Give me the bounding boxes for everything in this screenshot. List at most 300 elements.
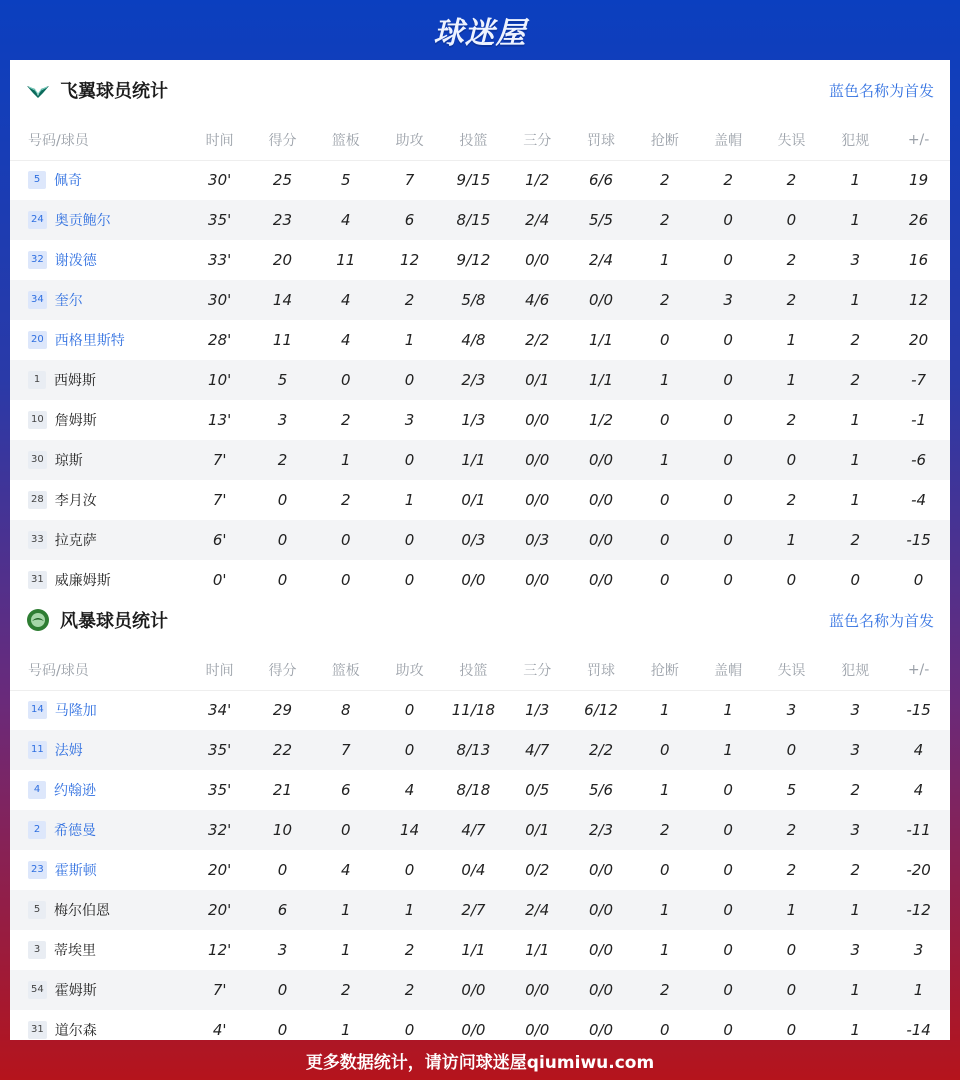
table-row [10, 810, 950, 850]
player-cell [10, 930, 188, 970]
stat-cell: 2 [786, 491, 797, 509]
stat-cell: 8/18 [456, 781, 491, 799]
table-row [10, 970, 950, 1010]
stat-cell: 2/3 [441, 360, 505, 400]
stat-cell: 2/2 [569, 730, 633, 770]
table-row [10, 280, 950, 320]
stat-cell: 1/2 [588, 411, 614, 429]
jersey-number-badge: 4 [28, 781, 46, 799]
table-row [10, 770, 950, 810]
stat-cell: 0 [378, 730, 442, 770]
stat-cell: 1 [823, 440, 887, 480]
stat-cell: 19 [909, 171, 929, 190]
stat-cell: 10 [251, 810, 314, 850]
player-name[interactable]: 约翰逊 [54, 783, 96, 799]
player-cell [10, 850, 188, 890]
stat-cell: 0 [723, 491, 733, 509]
stat-cell: 0 [723, 781, 733, 799]
stat-cell: 1 [660, 781, 670, 799]
stat-cell: 2 [823, 360, 887, 400]
column-header: +/- [887, 650, 950, 690]
stat-cell: 1 [823, 890, 887, 930]
stat-cell: 34' [208, 701, 232, 720]
column-header: 盖帽 [697, 650, 760, 690]
jersey-number-badge: 30 [28, 451, 47, 469]
stat-cell: 0/0 [525, 571, 550, 589]
stat-cell: 2 [633, 970, 697, 1010]
stat-cell: 2/4 [505, 890, 569, 930]
stat-cell: 1 [887, 970, 950, 1010]
stat-cell: 1 [786, 331, 797, 349]
stat-cell: 0/0 [441, 970, 505, 1010]
player-name[interactable]: 霍斯顿 [54, 863, 97, 879]
stat-cell: 1 [404, 331, 415, 349]
player-cell [10, 970, 188, 1010]
table-row [10, 200, 950, 240]
table-row [10, 850, 950, 890]
player-name[interactable]: 马隆加 [54, 703, 97, 720]
stat-cell: 0 [697, 440, 760, 480]
wings-logo-icon [26, 78, 50, 102]
stat-cell: 0/0 [569, 890, 633, 930]
player-name[interactable]: 奎尔 [54, 293, 83, 309]
player-cell [10, 280, 188, 320]
stat-cell: -15 [887, 520, 950, 560]
stat-cell: 2 [786, 411, 797, 429]
stat-cell: 0 [277, 1021, 288, 1039]
stat-cell: 0 [251, 520, 314, 560]
player-cell [10, 320, 188, 360]
column-header-player: 号码/球员 [10, 120, 188, 160]
stat-cell: 3 [823, 730, 887, 770]
stat-cell: 1 [823, 280, 887, 320]
stat-cell: 7 [314, 730, 378, 770]
jersey-number-badge: 23 [28, 861, 47, 879]
stat-cell: 0 [760, 440, 824, 480]
column-header: 篮板 [314, 120, 378, 160]
stat-cell: 1/1 [461, 941, 486, 959]
stat-cell: 10' [188, 360, 251, 400]
stat-cell: 0 [723, 571, 733, 589]
stat-cell: 9/12 [456, 251, 491, 269]
stat-cell: 2 [340, 491, 351, 509]
table-row [10, 360, 950, 400]
stat-cell: 4 [913, 781, 924, 799]
stat-cell: 0 [251, 970, 314, 1010]
team-a-stats-table [10, 120, 950, 600]
stat-cell: 7' [212, 491, 227, 509]
stat-cell: 3 [823, 810, 887, 850]
player-cell [10, 400, 188, 440]
stat-cell: 0/0 [461, 1021, 486, 1039]
stat-cell: 0 [378, 440, 442, 480]
stat-cell: 4/8 [461, 331, 486, 349]
stat-cell: 6 [251, 890, 314, 930]
stat-cell: 0 [723, 1021, 733, 1039]
stat-cell: -1 [911, 411, 927, 429]
stat-cell: 0/4 [461, 861, 486, 879]
stat-cell: 4/6 [505, 280, 569, 320]
stat-cell: 11 [272, 331, 292, 349]
stat-cell: 0/0 [588, 571, 614, 589]
team-b-panel [10, 590, 950, 1040]
stat-cell: 0/0 [588, 861, 614, 879]
stat-cell: 4/7 [505, 730, 569, 770]
player-name[interactable]: 法姆 [54, 743, 83, 759]
stat-cell: 3 [697, 280, 760, 320]
table-row [10, 440, 950, 480]
stat-cell: 35' [188, 200, 251, 240]
stat-cell: 0 [760, 970, 824, 1010]
stat-cell: 2 [823, 520, 887, 560]
player-name: 蒂埃里 [54, 943, 96, 959]
stat-cell: 2 [633, 810, 697, 850]
brand-header [0, 0, 960, 60]
stat-cell: 0 [697, 810, 760, 850]
stat-cell: 2 [786, 861, 797, 879]
player-cell [10, 690, 188, 730]
stat-cell: 0 [404, 701, 415, 720]
storm-logo-icon [26, 608, 50, 632]
stat-cell: 6 [340, 781, 351, 799]
stat-cell: 3 [850, 941, 861, 959]
team-a-header [10, 60, 950, 120]
column-header: 得分 [251, 650, 314, 690]
stat-cell: 0 [660, 331, 670, 349]
player-name: 梅尔伯恩 [54, 903, 110, 919]
stat-cell: 1 [378, 890, 442, 930]
stat-cell: 6/6 [588, 171, 614, 190]
stat-cell: 1/1 [588, 331, 614, 349]
column-header: 罚球 [569, 650, 633, 690]
player-name: 詹姆斯 [54, 413, 97, 429]
stat-cell: 30' [208, 171, 232, 190]
table-row [10, 730, 950, 770]
player-cell [10, 520, 188, 560]
jersey-number-badge: 28 [28, 491, 47, 509]
column-header: 罚球 [569, 120, 633, 160]
stat-cell: -7 [887, 360, 950, 400]
player-cell [10, 810, 188, 850]
stat-cell: 2/4 [505, 200, 569, 240]
stat-cell: 0 [660, 411, 670, 429]
stat-cell: 13' [208, 411, 232, 429]
stat-cell: 5 [251, 360, 314, 400]
stat-cell: 0 [660, 571, 670, 589]
column-header: 抢断 [633, 650, 697, 690]
stat-cell: 2/3 [569, 810, 633, 850]
stat-cell: 0 [723, 941, 733, 959]
stat-cell: 3 [850, 251, 861, 269]
column-header: 犯规 [823, 120, 887, 160]
stat-cell: 0 [633, 520, 697, 560]
stat-cell: 6 [378, 200, 442, 240]
stat-cell: 0 [660, 491, 670, 509]
table-row [10, 520, 950, 560]
stat-cell: 0/0 [525, 251, 550, 269]
team-b-title: 风暴球员统计 [60, 611, 168, 632]
player-name: 李月汝 [54, 493, 97, 509]
stat-cell: 2 [760, 280, 824, 320]
player-name: 西姆斯 [54, 373, 96, 389]
stat-cell: 2 [786, 251, 797, 269]
stat-cell: 0 [378, 520, 442, 560]
stat-cell: 1/1 [441, 440, 505, 480]
stat-cell: 0 [697, 360, 760, 400]
stat-cell: -20 [906, 861, 931, 879]
table-row [10, 160, 950, 200]
stat-cell: -14 [906, 1021, 931, 1039]
stat-cell: 2 [378, 280, 442, 320]
column-header: 抢断 [633, 120, 697, 160]
stat-cell: 1/3 [525, 701, 550, 720]
stat-cell: 4 [340, 861, 351, 879]
stat-cell: 1 [633, 890, 697, 930]
jersey-number-badge: 32 [28, 251, 47, 269]
jersey-number-badge: 24 [28, 211, 47, 229]
stat-cell: 2 [404, 941, 415, 959]
player-name[interactable]: 西格里斯特 [54, 333, 125, 349]
column-header: 盖帽 [697, 120, 760, 160]
column-header-player: 号码/球员 [10, 650, 188, 690]
jersey-number-badge: 2 [28, 821, 46, 839]
player-name[interactable]: 希德曼 [54, 823, 96, 839]
player-cell [10, 890, 188, 930]
column-header: 失误 [760, 120, 824, 160]
stat-cell: 14 [378, 810, 442, 850]
stat-cell: 0/0 [569, 970, 633, 1010]
stat-cell: 3 [913, 941, 924, 959]
stat-cell: 0/2 [525, 861, 550, 879]
stat-cell: 0/5 [525, 781, 550, 799]
stat-cell: 25 [272, 171, 292, 190]
column-header: 投篮 [441, 650, 505, 690]
stat-cell: 1 [850, 171, 861, 190]
jersey-number-badge: 10 [28, 411, 47, 429]
stat-cell: 1 [633, 440, 697, 480]
stat-cell: 11 [336, 251, 356, 269]
stat-cell: 0 [697, 200, 760, 240]
stat-cell: 0 [660, 861, 670, 879]
player-name[interactable]: 佩奇 [54, 173, 82, 190]
player-cell [10, 160, 188, 200]
stat-cell: 0 [404, 571, 415, 589]
stat-cell: 2 [850, 781, 861, 799]
stat-cell: 5 [340, 171, 351, 190]
starter-note: 蓝色名称为首发 [828, 611, 934, 630]
stat-cell: 2 [251, 440, 314, 480]
column-header: 时间 [188, 650, 251, 690]
stat-cell: 29 [272, 701, 292, 720]
stat-cell: 1 [340, 941, 351, 959]
player-cell [10, 200, 188, 240]
jersey-number-badge: 3 [28, 941, 46, 959]
table-row [10, 690, 950, 730]
stat-cell: 2 [786, 171, 797, 190]
stat-cell: 3 [277, 941, 288, 959]
stat-cell: 0 [378, 360, 442, 400]
stat-cell: 0 [277, 491, 288, 509]
stat-cell: 2 [760, 810, 824, 850]
player-name[interactable]: 奥贡鲍尔 [54, 213, 111, 229]
stat-cell: 30' [188, 280, 251, 320]
stat-cell: 0 [723, 331, 733, 349]
stat-cell: 2 [633, 280, 697, 320]
stat-cell: 3 [277, 411, 288, 429]
player-name: 琼斯 [54, 453, 83, 469]
stat-cell: 1 [633, 360, 697, 400]
column-header: +/- [887, 120, 950, 160]
stat-cell: 2/4 [588, 251, 614, 269]
stat-cell: 1 [850, 1021, 861, 1039]
table-header-row [10, 650, 950, 690]
stat-cell: 22 [251, 730, 314, 770]
stat-cell: 1/1 [525, 941, 550, 959]
stat-cell: 11/18 [451, 701, 495, 720]
stat-cell: 0 [760, 200, 824, 240]
stat-cell: 2 [850, 861, 861, 879]
stat-cell: 0 [786, 941, 797, 959]
stat-cell: 2 [314, 970, 378, 1010]
stat-cell: 1 [660, 941, 670, 959]
player-cell [10, 480, 188, 520]
column-header: 篮板 [314, 650, 378, 690]
stat-cell: 8 [340, 701, 351, 720]
stat-cell: 5/5 [569, 200, 633, 240]
player-name: 威廉姆斯 [54, 573, 111, 589]
stat-cell: 1 [850, 491, 861, 509]
stat-cell: 1 [823, 200, 887, 240]
player-name[interactable]: 谢泼德 [54, 253, 97, 269]
stat-cell: 1/3 [461, 411, 486, 429]
stat-cell: -6 [887, 440, 950, 480]
jersey-number-badge: 31 [28, 1021, 47, 1039]
stat-cell: -4 [911, 491, 927, 509]
stat-cell: 28' [208, 331, 232, 349]
stat-cell: 1 [314, 890, 378, 930]
stat-cell: 4 [340, 331, 351, 349]
stat-cell: 2/2 [525, 331, 550, 349]
team-a-panel [10, 60, 950, 590]
column-header: 助攻 [378, 650, 442, 690]
player-name: 霍姆斯 [54, 983, 97, 999]
stat-cell: 4 [887, 730, 950, 770]
starter-note: 蓝色名称为首发 [828, 81, 934, 100]
stat-cell: 6/12 [584, 701, 618, 720]
stat-cell: 0 [697, 970, 760, 1010]
stat-cell: -12 [887, 890, 950, 930]
player-cell [10, 770, 188, 810]
column-header: 助攻 [378, 120, 442, 160]
stat-cell: 9/15 [456, 171, 491, 190]
stat-cell: 0 [697, 890, 760, 930]
stat-cell: 0/0 [569, 280, 633, 320]
team-a-title-group [26, 77, 168, 103]
stat-cell: 0 [277, 861, 288, 879]
stat-cell: 4 [314, 280, 378, 320]
table-row [10, 890, 950, 930]
stat-cell: 1 [660, 701, 670, 720]
stat-cell: 0/0 [525, 411, 550, 429]
stat-cell: 0/0 [588, 1021, 614, 1039]
stat-cell: 0 [723, 411, 733, 429]
stat-cell: 0/0 [525, 491, 550, 509]
stat-cell: 0/0 [569, 520, 633, 560]
table-row [10, 400, 950, 440]
column-header: 投篮 [441, 120, 505, 160]
stat-cell: 8/15 [441, 200, 505, 240]
stat-cell: 7 [404, 171, 415, 190]
stat-cell: 32' [188, 810, 251, 850]
column-header: 三分 [505, 120, 569, 160]
stat-cell: 1 [404, 491, 415, 509]
stat-cell: 1 [823, 970, 887, 1010]
stat-cell: 1 [340, 1021, 351, 1039]
stat-cell: 14 [251, 280, 314, 320]
stat-cell: 1/2 [525, 171, 550, 190]
stat-cell: 3 [850, 701, 861, 720]
jersey-number-badge: 5 [28, 171, 46, 189]
stat-cell: 35' [208, 781, 232, 799]
stat-cell: 0 [314, 360, 378, 400]
stat-cell: 0 [340, 571, 351, 589]
stat-cell: 0 [660, 1021, 670, 1039]
stat-cell: 12 [400, 251, 420, 269]
player-cell [10, 440, 188, 480]
stat-cell: 1 [760, 520, 824, 560]
stat-cell: 5 [786, 781, 797, 799]
stat-cell: 20' [188, 890, 251, 930]
stat-cell: 2 [660, 171, 670, 190]
stat-cell: 0 [850, 571, 861, 589]
stat-cell: 0/1 [461, 491, 486, 509]
stat-cell: 4 [404, 781, 415, 799]
jersey-number-badge: 54 [28, 981, 47, 999]
stat-cell: 2 [378, 970, 442, 1010]
brand-logo: 球迷屋 [433, 16, 527, 51]
stat-cell: 0 [913, 571, 924, 589]
stat-cell: 0 [314, 810, 378, 850]
stat-cell: 4 [314, 200, 378, 240]
stat-cell: 33' [208, 251, 232, 269]
jersey-number-badge: 14 [28, 701, 47, 719]
stat-cell: 0/3 [505, 520, 569, 560]
stat-cell: 5/6 [588, 781, 614, 799]
stat-cell: 12' [208, 941, 232, 959]
stat-cell: 1 [697, 730, 760, 770]
stat-cell: 2 [633, 200, 697, 240]
stat-cell: 0/1 [505, 360, 569, 400]
stat-cell: 0/0 [461, 571, 486, 589]
stat-cell: 35' [188, 730, 251, 770]
team-b-header [10, 590, 950, 650]
stat-cell: 5/8 [441, 280, 505, 320]
team-a-title: 飞翼球员统计 [60, 81, 168, 102]
player-name: 道尔森 [54, 1023, 97, 1039]
stat-cell: 1 [760, 890, 824, 930]
stat-cell: 0/1 [505, 810, 569, 850]
column-header: 三分 [505, 650, 569, 690]
column-header: 时间 [188, 120, 251, 160]
stat-cell: 0 [404, 1021, 415, 1039]
stat-cell: 4' [212, 1021, 227, 1039]
jersey-number-badge: 20 [28, 331, 47, 349]
jersey-number-badge: 5 [28, 901, 46, 919]
stat-cell: 0 [786, 1021, 797, 1039]
stat-cell: 2/7 [441, 890, 505, 930]
column-header: 失误 [760, 650, 824, 690]
stat-cell: 20 [909, 331, 929, 349]
